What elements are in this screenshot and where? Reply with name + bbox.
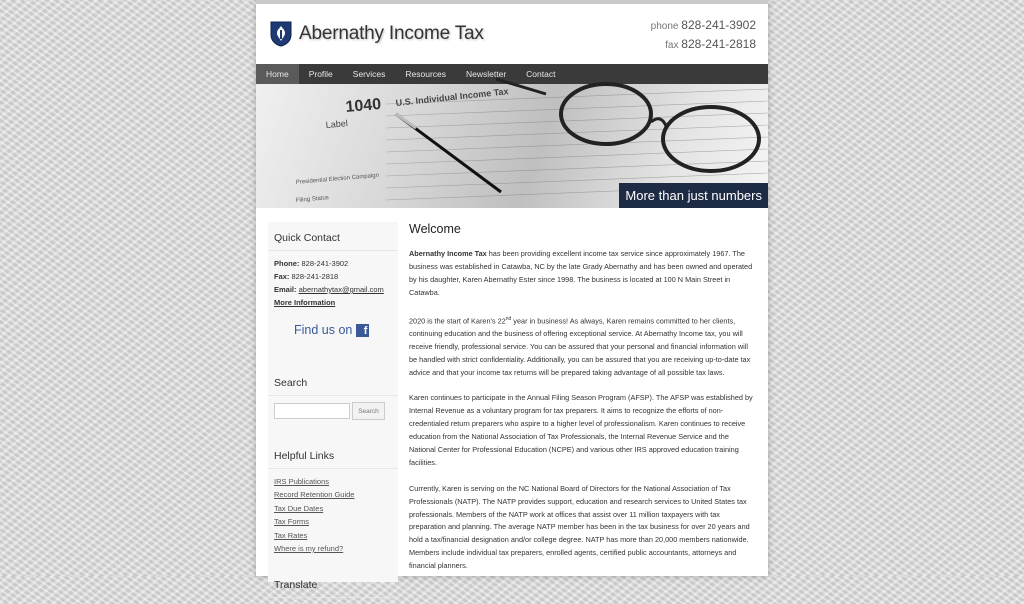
svg-text:1040: 1040: [344, 95, 382, 116]
helpful-links-list: [268, 475, 398, 555]
translate-title: Translate: [268, 569, 398, 598]
qc-fax-label: Fax:: [274, 272, 290, 281]
fax-label: fax: [665, 40, 679, 51]
paragraph-intro: [409, 248, 757, 300]
search-title: Search: [268, 367, 398, 396]
header-fax: [665, 37, 756, 51]
page-title: Welcome: [409, 222, 461, 236]
phone-label: phone: [650, 21, 679, 32]
qc-fax-line: [274, 270, 398, 283]
paragraph-afsp: Karen continues to participate in the Annual Filing Season Program (AFSP). The AFSP was established by Internal Revenue as a voluntary program for tax preparers. It aims to recognize the efforts of non-credentialed return preparers who aspire to a higher level of professionalism. Karen continues to receive education from the National Association of Tax Professionals, the Internal Revenue Service and the National Center for Professional Education (NCPE) and various other IRS approved education training facilities.: [409, 393, 753, 467]
qc-email-line: [274, 283, 398, 296]
qc-fax: 828-241-2818: [291, 272, 339, 281]
nav-contact[interactable]: Contact: [526, 69, 556, 79]
more-information-link[interactable]: More Information: [274, 298, 336, 307]
qc-phone: 828-241-3902: [301, 259, 349, 268]
helpful-links-title: Helpful Links: [268, 440, 398, 469]
link-tax-due-dates[interactable]: Tax Due Dates: [274, 503, 324, 513]
facebook-icon: f: [356, 324, 369, 337]
paragraph-2020: [409, 313, 757, 380]
qc-phone-line: [274, 257, 398, 270]
fax-number: 828-241-2818: [681, 37, 756, 51]
intro-text: has been providing excellent income tax service since approximately 1967. The business was established in Catawba, NC by the late Grady Abernathy and has been owned and operated by his daughter, Karen Abernathy Ester since 1998. The business is located at 100 N Main Street in Catawba.: [409, 249, 753, 297]
sidebar: [268, 222, 398, 604]
site-header: [256, 4, 768, 64]
main-nav: [256, 64, 768, 84]
nav-newsletter[interactable]: Newsletter: [466, 69, 507, 79]
qc-email-link[interactable]: abernathytax@gmail.com: [298, 285, 384, 294]
phone-number: 828-241-3902: [681, 18, 756, 32]
header-phone: [651, 18, 756, 32]
nav-resources[interactable]: Resources: [405, 69, 447, 79]
svg-text:Label: Label: [325, 118, 349, 130]
link-tax-forms[interactable]: Tax Forms: [274, 517, 310, 527]
link-record-retention-guide[interactable]: Record Retention Guide: [274, 490, 355, 500]
svg-text:Filing Status: Filing Status: [295, 195, 330, 204]
link-where-is-my-refund[interactable]: Where is my refund?: [274, 544, 344, 554]
paragraph-natp: Currently, Karen is serving on the NC National Board of Directors for the National Association of Tax Professionals (NATP). The NATP provides support, education and research services to United States tax professionals. Members of the NATP work at offices that assist over 11 million taxpayers with tax preparation and planning. The average NATP member has been in the tax business for over 20 years and hold a tax/financial designation and/or college degree. NATP has more than 20,000 members nationwide. Members include individual tax preparers, enrolled agents, certified public accountants, attorneys and financial planners.: [409, 483, 750, 571]
search-input[interactable]: [274, 403, 350, 419]
svg-text:U.S. Individual Income Tax: U.S. Individual Income Tax: [395, 86, 509, 108]
quick-contact-title: Quick Contact: [268, 222, 398, 251]
p2-rest: year in business! As always, Karen remains committed to her clients, continuing education and the business of offering exceptional service. At Abernathy Income tax, you will receive friendly, professional service. You can be assured that your personal and financial information will be handled with strict confidentiality. Additionally, you can be assured that you are receiving up-to-date tax advice and that your income tax returns will be prepared taking advantage of all possible tax laws.: [409, 315, 751, 377]
p2-start: 2020 is the start of Karen's 22: [409, 315, 506, 325]
link-tax-rates[interactable]: Tax Rates: [274, 530, 308, 540]
nav-profile[interactable]: Profile: [308, 69, 333, 79]
site-title[interactable]: Abernathy Income Tax: [299, 23, 484, 44]
facebook-text: Find us on: [294, 323, 353, 337]
search-button[interactable]: Search: [352, 402, 385, 420]
nav-home[interactable]: Home: [256, 64, 299, 84]
search-row: [268, 402, 398, 420]
qc-email-label: Email:: [274, 285, 297, 294]
svg-text:Presidential Election Campaign: Presidential Election Campaign: [295, 172, 380, 186]
main-content: [409, 218, 757, 586]
search-widget: [268, 367, 398, 420]
facebook-link[interactable]: [294, 323, 398, 337]
translate-widget: [268, 569, 398, 598]
nav-services[interactable]: Services: [352, 69, 386, 79]
business-name-bold: Abernathy Income Tax: [409, 249, 487, 258]
qc-phone-label: Phone:: [274, 259, 300, 268]
helpful-links-widget: [268, 440, 398, 555]
p2-superscript: nd: [505, 315, 512, 322]
quick-contact-widget: [268, 222, 398, 337]
shield-logo-icon[interactable]: [270, 21, 292, 47]
link-irs-publications[interactable]: IRS Publications: [274, 477, 330, 486]
quick-contact-body: [268, 257, 398, 309]
page: [256, 0, 768, 592]
hero-caption: More than just numbers: [619, 183, 768, 208]
hero-banner: [256, 84, 768, 208]
qc-more-line: [274, 296, 398, 309]
